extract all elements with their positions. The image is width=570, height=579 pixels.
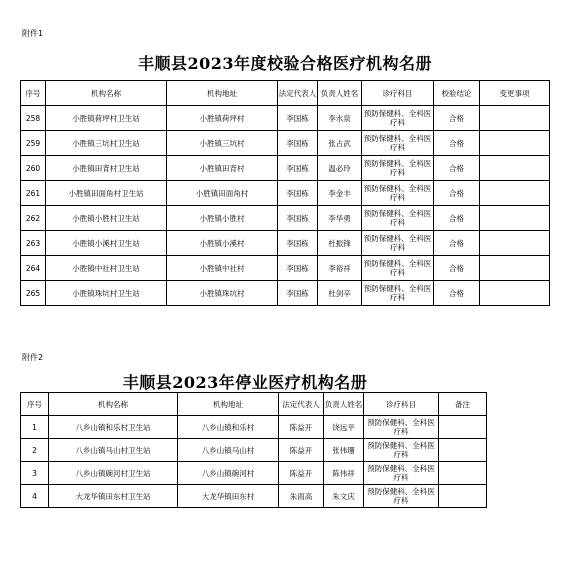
table-cell: 李国栋 <box>278 256 318 281</box>
table-cell: 大龙华镇田东村卫生站 <box>49 485 178 508</box>
table-cell: 合格 <box>434 256 480 281</box>
table-cell: 预防保健科、全科医疗科 <box>362 131 434 156</box>
table-cell <box>480 131 550 156</box>
table-cell: 263 <box>21 231 46 256</box>
table-cell: 陈伟祥 <box>324 462 364 485</box>
table-cell <box>480 106 550 131</box>
table-cell <box>480 231 550 256</box>
table-cell: 小胜镇三坑村卫生站 <box>46 131 167 156</box>
table-row <box>21 206 550 231</box>
header-cell: 变更事项 <box>480 81 550 106</box>
table-cell: 预防保健科、全科医疗科 <box>364 439 439 462</box>
table-cell: 陈益开 <box>279 416 324 439</box>
suspended-institutions-table <box>20 392 487 508</box>
table-cell: 朱雨高 <box>279 485 324 508</box>
table-cell: 预防保健科、全科医疗科 <box>362 181 434 206</box>
table-row <box>21 256 550 281</box>
table-cell: 陈益开 <box>279 439 324 462</box>
table-cell: 合格 <box>434 231 480 256</box>
table-cell: 朱文庆 <box>324 485 364 508</box>
table-header-row <box>21 393 487 416</box>
table-cell: 李国栋 <box>278 106 318 131</box>
table-cell: 张占武 <box>318 131 362 156</box>
table-row <box>21 231 550 256</box>
header-cell: 法定代表人 <box>279 393 324 416</box>
table-cell: 小胜镇田面角村 <box>167 181 278 206</box>
qualified-institutions-table <box>20 80 550 306</box>
table-header-row <box>21 81 550 106</box>
table-cell: 大龙华镇田东村 <box>178 485 279 508</box>
header-cell: 负责人姓名 <box>318 81 362 106</box>
table-cell: 小胜镇荷坪村 <box>167 106 278 131</box>
table-cell: 合格 <box>434 181 480 206</box>
header-cell: 机构名称 <box>49 393 178 416</box>
table-cell: 小胜镇中社村卫生站 <box>46 256 167 281</box>
table-cell: 李水泉 <box>318 106 362 131</box>
table-row <box>21 416 487 439</box>
table-cell <box>480 181 550 206</box>
table-cell: 260 <box>21 156 46 181</box>
table-cell: 小胜镇田背村 <box>167 156 278 181</box>
table-cell: 合格 <box>434 281 480 306</box>
table-cell: 杜振锋 <box>318 231 362 256</box>
table-cell: 预防保健科、全科医疗科 <box>364 416 439 439</box>
table-cell: 预防保健科、全科医疗科 <box>364 462 439 485</box>
header-cell: 序号 <box>21 393 49 416</box>
table-cell: 预防保健科、全科医疗科 <box>362 281 434 306</box>
table-cell: 3 <box>21 462 49 485</box>
table-cell: 李国栋 <box>278 181 318 206</box>
table-cell: 小胜镇珠坑村 <box>167 281 278 306</box>
header-cell: 法定代表人 <box>278 81 318 106</box>
table-row <box>21 106 550 131</box>
table-cell: 八乡山镇碗河村 <box>178 462 279 485</box>
table-cell: 小胜镇田背村卫生站 <box>46 156 167 181</box>
table-cell: 八乡山镇和乐村卫生站 <box>49 416 178 439</box>
header-cell: 机构地址 <box>178 393 279 416</box>
table-cell: 小胜镇荷坪村卫生站 <box>46 106 167 131</box>
table-cell: 258 <box>21 106 46 131</box>
table-cell: 小胜镇三坑村 <box>167 131 278 156</box>
table-row <box>21 485 487 508</box>
table-cell <box>480 206 550 231</box>
table-cell: 张伟珊 <box>324 439 364 462</box>
table-cell: 合格 <box>434 106 480 131</box>
table-cell: 小胜镇田面角村卫生站 <box>46 181 167 206</box>
table-cell: 杜剑辛 <box>318 281 362 306</box>
table-row <box>21 156 550 181</box>
table-cell: 陈益开 <box>279 462 324 485</box>
table-cell <box>480 256 550 281</box>
table-cell: 262 <box>21 206 46 231</box>
table-row <box>21 281 550 306</box>
table-row <box>21 181 550 206</box>
table-cell: 小胜镇珠坑村卫生站 <box>46 281 167 306</box>
table-cell <box>480 281 550 306</box>
header-cell: 备注 <box>439 393 487 416</box>
table-cell: 2 <box>21 439 49 462</box>
table-cell: 小胜镇小溪村卫生站 <box>46 231 167 256</box>
table-cell: 261 <box>21 181 46 206</box>
header-cell: 校验结论 <box>434 81 480 106</box>
table-cell: 李国栋 <box>278 231 318 256</box>
header-cell: 诊疗科目 <box>362 81 434 106</box>
header-cell: 诊疗科目 <box>364 393 439 416</box>
table-cell: 1 <box>21 416 49 439</box>
header-cell: 序号 <box>21 81 46 106</box>
header-cell: 负责人姓名 <box>324 393 364 416</box>
table-cell: 李国栋 <box>278 131 318 156</box>
table-cell: 小胜镇小溪村 <box>167 231 278 256</box>
table-cell: 259 <box>21 131 46 156</box>
header-cell: 机构地址 <box>167 81 278 106</box>
table-cell: 小胜镇小胜村卫生站 <box>46 206 167 231</box>
header-cell: 机构名称 <box>46 81 167 106</box>
table-cell: 饶远平 <box>324 416 364 439</box>
table-row <box>21 439 487 462</box>
table-cell: 温必玲 <box>318 156 362 181</box>
table-cell: 预防保健科、全科医疗科 <box>362 231 434 256</box>
table-cell: 李金丰 <box>318 181 362 206</box>
table-row <box>21 131 550 156</box>
table-cell: 4 <box>21 485 49 508</box>
table-cell: 小胜镇中社村 <box>167 256 278 281</box>
table-cell: 八乡山镇和乐村 <box>178 416 279 439</box>
table-cell <box>439 485 487 508</box>
table-cell: 预防保健科、全科医疗科 <box>362 256 434 281</box>
table-cell: 预防保健科、全科医疗科 <box>364 485 439 508</box>
table-cell: 合格 <box>434 131 480 156</box>
table-cell: 李华勇 <box>318 206 362 231</box>
table-cell: 李国栋 <box>278 156 318 181</box>
table-cell: 八乡山镇马山村卫生站 <box>49 439 178 462</box>
table-cell: 小胜镇小胜村 <box>167 206 278 231</box>
table-cell: 李国栋 <box>278 206 318 231</box>
annex1-title: 丰顺县2023年度校验合格医疗机构名册 <box>137 54 433 73</box>
table-cell: 李国栋 <box>278 281 318 306</box>
annex2-label: 附件2 <box>22 353 44 362</box>
annex1-label: 附件1 <box>22 29 44 38</box>
annex2-title: 丰顺县2023年停业医疗机构名册 <box>122 373 368 392</box>
table-cell: 合格 <box>434 156 480 181</box>
table-cell <box>439 462 487 485</box>
table-cell: 八乡山镇马山村 <box>178 439 279 462</box>
table-cell: 264 <box>21 256 46 281</box>
table-cell: 预防保健科、全科医疗科 <box>362 106 434 131</box>
table-cell <box>439 439 487 462</box>
table-cell: 预防保健科、全科医疗科 <box>362 206 434 231</box>
table-cell: 预防保健科、全科医疗科 <box>362 156 434 181</box>
table-cell: 八乡山镇碗河村卫生站 <box>49 462 178 485</box>
table-cell <box>480 156 550 181</box>
table-cell: 合格 <box>434 206 480 231</box>
table-cell: 265 <box>21 281 46 306</box>
table-cell <box>439 416 487 439</box>
table-row <box>21 462 487 485</box>
table-cell: 李裕祥 <box>318 256 362 281</box>
